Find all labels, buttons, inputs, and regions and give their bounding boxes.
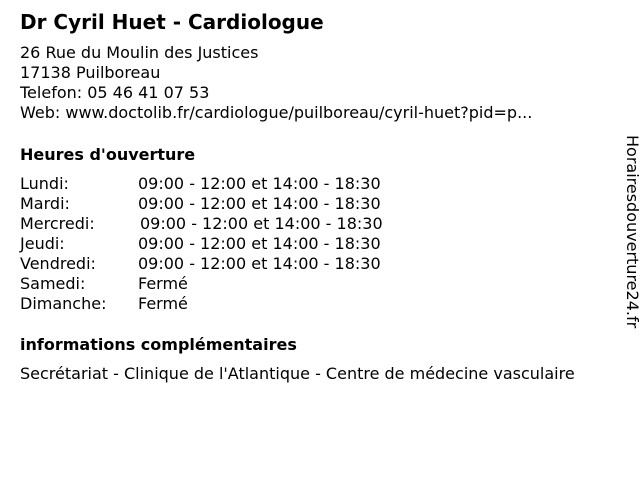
website: Web: www.doctolib.fr/cardiologue/puilboreau/cyril-huet?pid=p... [20, 103, 533, 122]
additional-info-heading: informations complémentaires [20, 335, 297, 354]
day-label: Vendredi: [20, 254, 96, 273]
city: 17138 Puilboreau [20, 63, 161, 82]
phone-number: Telefon: 05 46 41 07 53 [20, 83, 210, 102]
hours-value: 09:00 - 12:00 et 14:00 - 18:30 [140, 214, 383, 233]
day-label: Mercredi: [20, 214, 95, 233]
site-watermark: Horairesdouverture24.fr [623, 135, 642, 329]
day-label: Dimanche: [20, 294, 107, 313]
hours-value: Fermé [138, 294, 188, 313]
hours-value: 09:00 - 12:00 et 14:00 - 18:30 [138, 234, 381, 253]
hours-value: 09:00 - 12:00 et 14:00 - 18:30 [138, 174, 381, 193]
street-address: 26 Rue du Moulin des Justices [20, 43, 259, 62]
page-title: Dr Cyril Huet - Cardiologue [20, 10, 324, 34]
day-label: Samedi: [20, 274, 86, 293]
hours-value: 09:00 - 12:00 et 14:00 - 18:30 [138, 254, 381, 273]
day-label: Mardi: [20, 194, 70, 213]
hours-value: Fermé [138, 274, 188, 293]
day-label: Jeudi: [20, 234, 65, 253]
address-block [20, 43, 532, 123]
opening-hours-heading: Heures d'ouverture [20, 145, 196, 164]
additional-info-text: Secrétariat - Clinique de l'Atlantique - Centre de médecine vasculaire [20, 364, 575, 383]
day-label: Lundi: [20, 174, 69, 193]
hours-value: 09:00 - 12:00 et 14:00 - 18:30 [138, 194, 381, 213]
